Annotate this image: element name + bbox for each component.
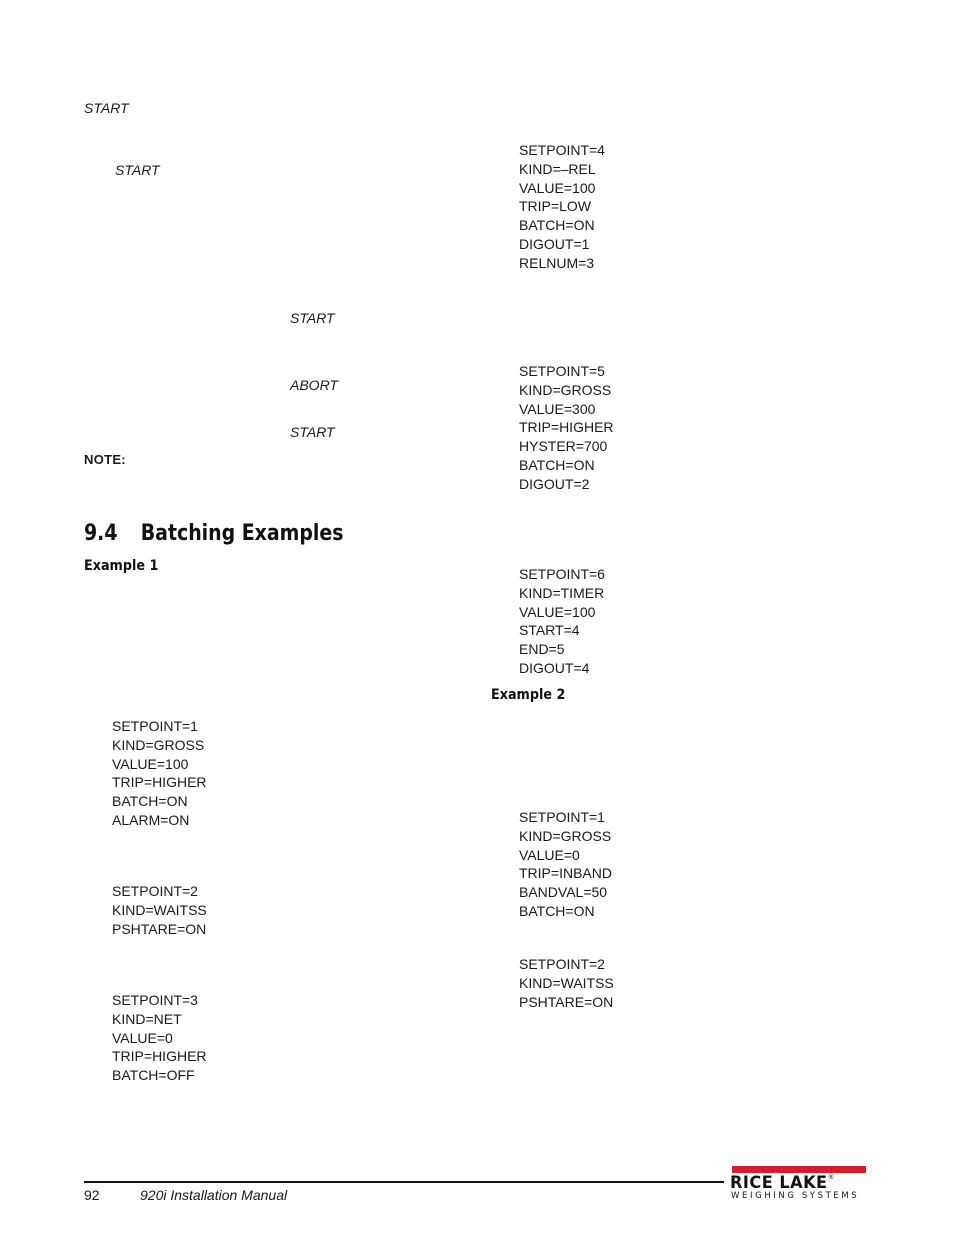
section-heading bbox=[84, 521, 344, 546]
code-line: VALUE=0 bbox=[519, 846, 580, 863]
example-2-label: Example 2 bbox=[491, 687, 566, 703]
example1-setpoint2-block bbox=[112, 882, 207, 938]
code-line: END=5 bbox=[519, 641, 565, 658]
example1-setpoint5-block bbox=[519, 362, 614, 494]
code-line: KIND=TIMER bbox=[519, 584, 605, 601]
code-line: BATCH=OFF bbox=[112, 1067, 195, 1084]
code-line: BATCH=ON bbox=[112, 793, 188, 810]
example2-setpoint1-block bbox=[519, 808, 612, 921]
abort-term: ABORT bbox=[290, 377, 338, 393]
code-line: SETPOINT=5 bbox=[519, 363, 605, 379]
code-line: ALARM=ON bbox=[112, 811, 190, 828]
code-line: KIND=WAITSS bbox=[112, 901, 207, 918]
code-line: KIND=GROSS bbox=[519, 381, 612, 398]
note-label: NOTE: bbox=[84, 452, 126, 467]
example-1-label: Example 1 bbox=[84, 558, 159, 574]
manual-title: 920i Installation Manual bbox=[140, 1187, 288, 1203]
code-line: SETPOINT=6 bbox=[519, 566, 605, 582]
code-line: VALUE=100 bbox=[519, 179, 596, 196]
code-line: TRIP=HIGHER bbox=[112, 774, 207, 791]
code-line: SETPOINT=2 bbox=[519, 956, 605, 972]
code-line: VALUE=0 bbox=[112, 1029, 173, 1046]
example1-setpoint3-block bbox=[112, 991, 207, 1085]
section-title: Batching Examples bbox=[140, 521, 344, 546]
code-line: KIND=GROSS bbox=[112, 736, 205, 753]
code-line: SETPOINT=3 bbox=[112, 992, 198, 1008]
code-line: SETPOINT=4 bbox=[519, 142, 605, 158]
start-term-3: START bbox=[290, 310, 335, 326]
code-line: START=4 bbox=[519, 622, 580, 639]
code-line: TRIP=HIGHER bbox=[112, 1048, 207, 1065]
start-term-2: START bbox=[115, 162, 160, 178]
code-line: KIND=WAITSS bbox=[519, 974, 614, 991]
code-line: BATCH=ON bbox=[519, 217, 595, 234]
code-line: TRIP=LOW bbox=[519, 198, 591, 215]
code-line: SETPOINT=2 bbox=[112, 883, 198, 899]
section-number: 9.4 bbox=[84, 521, 118, 546]
rice-lake-logo bbox=[730, 1166, 866, 1202]
code-line: BATCH=ON bbox=[519, 456, 595, 473]
registered-mark: ® bbox=[827, 1173, 835, 1181]
start-term-1: START bbox=[84, 100, 129, 116]
logo-main-text: RICE LAKE® bbox=[730, 1173, 835, 1193]
code-line: SETPOINT=1 bbox=[519, 809, 605, 825]
code-line: BATCH=ON bbox=[519, 902, 595, 919]
example1-setpoint6-block bbox=[519, 565, 605, 678]
code-line: DIGOUT=4 bbox=[519, 659, 590, 676]
logo-sub-text: WEIGHING SYSTEMS bbox=[731, 1191, 860, 1201]
code-line: DIGOUT=2 bbox=[519, 475, 590, 492]
logo-red-bar bbox=[732, 1166, 866, 1173]
code-line: RELNUM=3 bbox=[519, 254, 595, 271]
code-line: KIND=GROSS bbox=[519, 827, 612, 844]
code-line: KIND=–REL bbox=[519, 160, 596, 177]
code-line: DIGOUT=1 bbox=[519, 235, 590, 252]
example1-setpoint4-block bbox=[519, 141, 605, 273]
start-term-4: START bbox=[290, 424, 335, 440]
footer-rule bbox=[84, 1181, 724, 1183]
code-line: VALUE=100 bbox=[519, 603, 596, 620]
code-line: PSHTARE=ON bbox=[519, 993, 614, 1010]
code-line: TRIP=INBAND bbox=[519, 865, 612, 882]
code-line: BANDVAL=50 bbox=[519, 884, 608, 901]
code-line: PSHTARE=ON bbox=[112, 920, 207, 937]
example2-setpoint2-block bbox=[519, 955, 614, 1011]
code-line: TRIP=HIGHER bbox=[519, 419, 614, 436]
code-line: SETPOINT=1 bbox=[112, 718, 198, 734]
code-line: VALUE=100 bbox=[112, 755, 189, 772]
code-line: KIND=NET bbox=[112, 1010, 182, 1027]
code-line: HYSTER=700 bbox=[519, 438, 608, 455]
code-line: VALUE=300 bbox=[519, 400, 596, 417]
example1-setpoint1-block bbox=[112, 717, 207, 830]
page-number: 92 bbox=[84, 1187, 100, 1203]
